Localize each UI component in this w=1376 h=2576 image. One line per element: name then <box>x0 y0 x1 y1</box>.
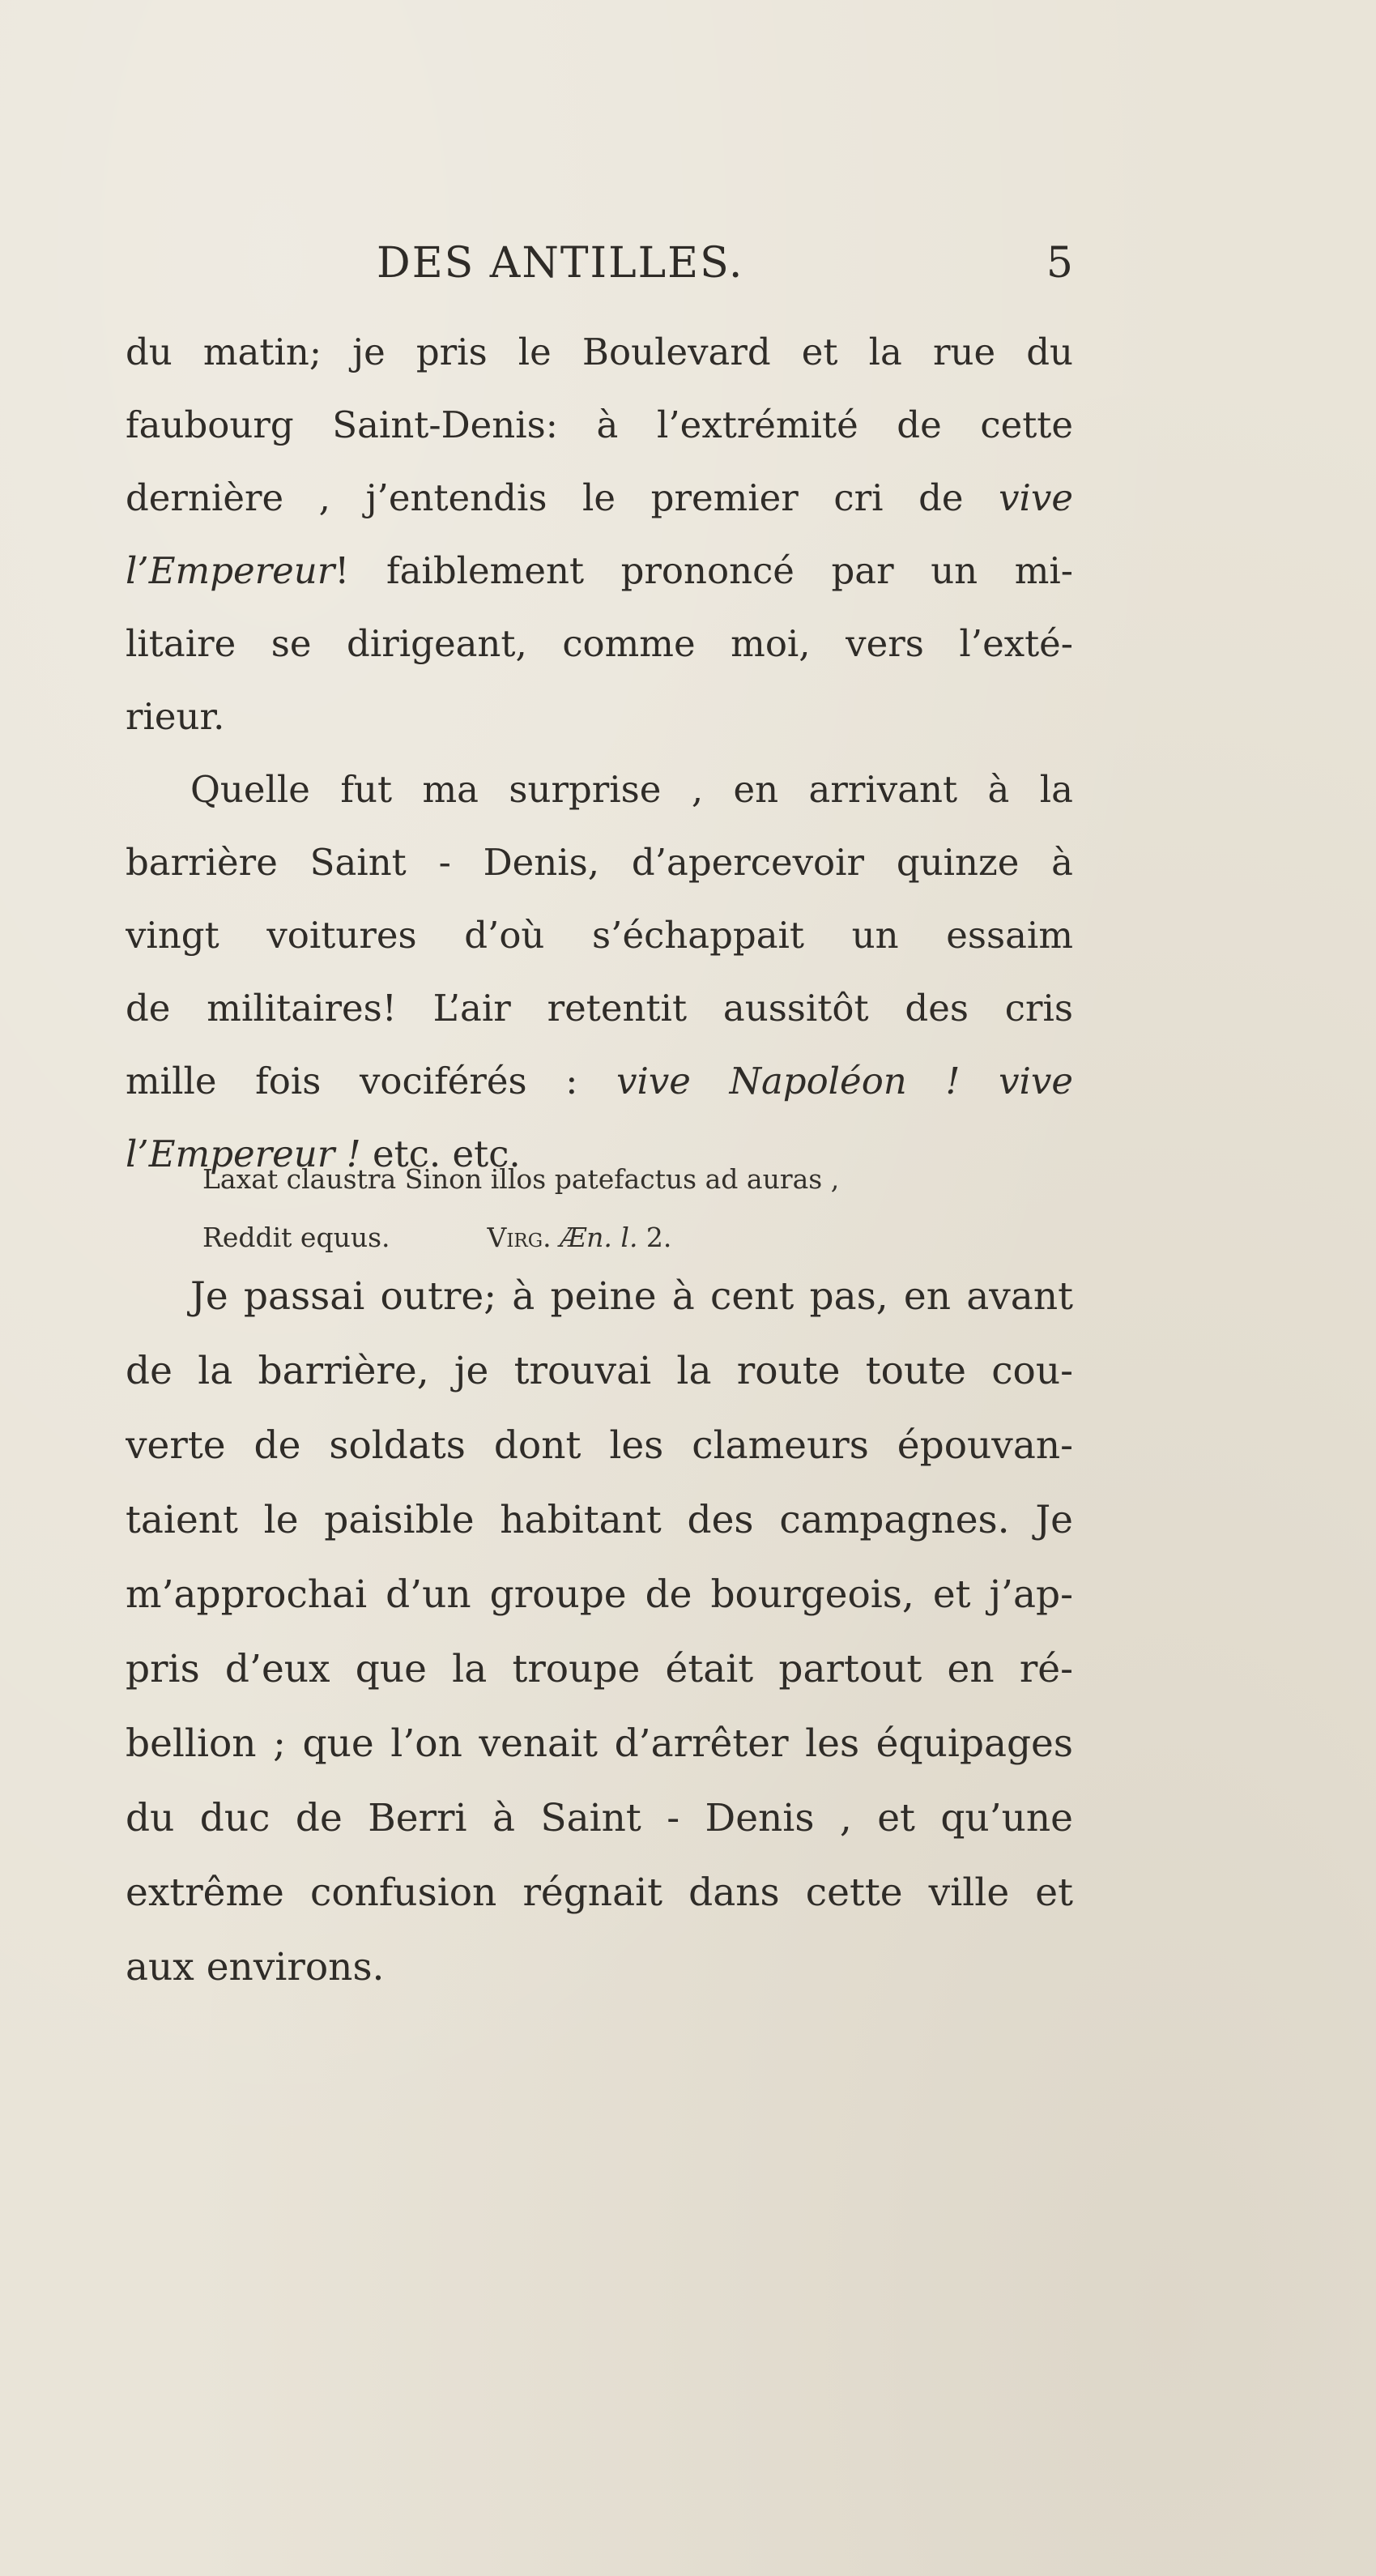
text-line: verte de soldats dont les clameurs épouvan- <box>126 1423 1073 1468</box>
text-line: rieur. <box>126 695 225 738</box>
text-line <box>126 1045 1073 1118</box>
text-line: du matin; je pris le Boulevard et la rue du <box>126 331 1073 373</box>
citation-book: 2. <box>637 1222 672 1253</box>
text-line: extrême confusion régnait dans cette ville et <box>126 1870 1073 1915</box>
page-header <box>126 239 1073 304</box>
text-line: barrière Saint - Denis, d’apercevoir quinze à <box>126 841 1073 884</box>
body-text-top <box>126 316 1073 1191</box>
text-line: de militaires! L’air retentit aussitôt des cris <box>126 987 1073 1030</box>
italic-span: vive Napoléon ! vive <box>616 1060 1073 1102</box>
running-head: DES ANTILLES. <box>377 239 744 288</box>
text-line: taient le paisible habitant des campagnes. Je <box>126 1498 1073 1542</box>
text-span: ! faiblement prononcé par un mi- <box>334 549 1073 592</box>
text-line: du duc de Berri à Saint - Denis , et qu’une <box>126 1796 1073 1840</box>
text-line: Quelle fut ma surprise , en arrivant à la <box>190 768 1073 811</box>
text-line: vingt voitures d’où s’échappait un essaim <box>126 914 1073 957</box>
italic-span: l’Empereur ! <box>126 1132 361 1175</box>
text-line: faubourg Saint-Denis: à l’extrémité de cette <box>126 403 1073 446</box>
latin-quotation <box>202 1150 1012 1267</box>
text-line: bellion ; que l’on venait d’arrêter les équipages <box>126 1721 1073 1766</box>
text-span: mille fois vociférés : <box>126 1060 617 1102</box>
text-line: litaire se dirigeant, comme moi, vers l’exté- <box>126 622 1073 665</box>
citation-author: Virg. <box>487 1222 552 1253</box>
body-text-bottom <box>126 1260 1073 2005</box>
text-span: Reddit equus. <box>202 1222 390 1253</box>
text-line <box>126 462 1073 535</box>
italic-span: vive <box>999 476 1073 519</box>
quote-line: Laxat claustra Sinon illos patefactus ad auras , <box>202 1163 840 1195</box>
italic-span: l’Empereur <box>126 549 335 592</box>
text-span: dernière , j’entendis le premier cri de <box>126 476 999 519</box>
text-span: etc. etc. <box>360 1132 521 1175</box>
text-line <box>126 535 1073 608</box>
quote-line <box>202 1209 1012 1267</box>
page-number: 5 <box>1046 239 1073 288</box>
text-line: m’approchai d’un groupe de bourgeois, et j’ap- <box>126 1572 1073 1617</box>
text-line: Je passai outre; à peine à cent pas, en avant <box>190 1274 1073 1319</box>
text-line: aux environs. <box>126 1945 385 1990</box>
text-line: pris d’eux que la troupe était partout en ré- <box>126 1647 1073 1691</box>
text-line: de la barrière, je trouvai la route toute cou- <box>126 1349 1073 1393</box>
citation-work: Æn. l. <box>560 1222 638 1253</box>
